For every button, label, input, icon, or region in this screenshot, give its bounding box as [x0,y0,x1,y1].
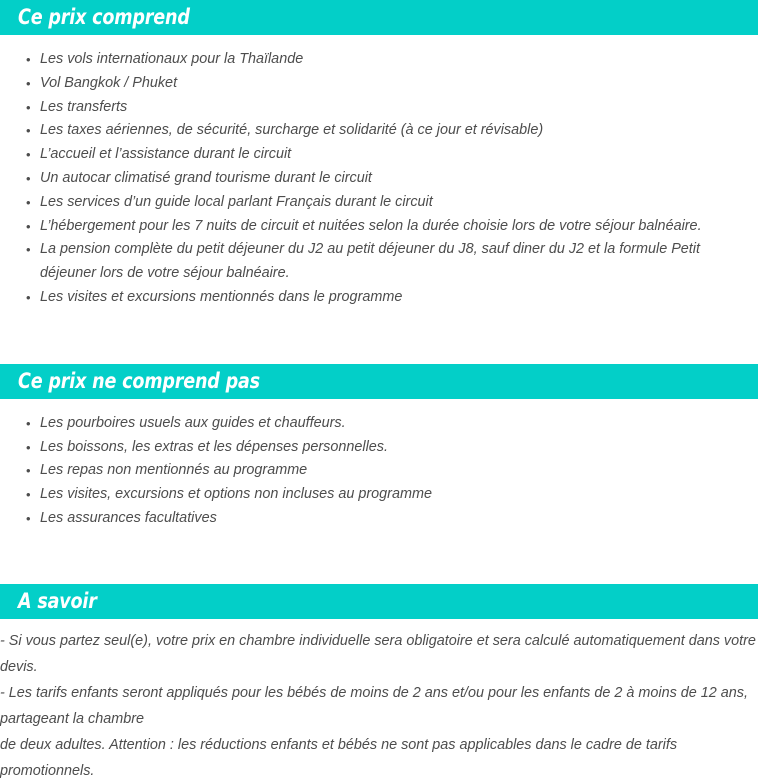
notes-block [0,619,758,784]
list-item: • Les assurances facultatives [0,507,758,531]
note-paragraph: de deux adultes. Attention : les réductions enfants et bébés ne sont pas applicables dans le cadre de tarifs promotionnels. [0,736,678,779]
note-paragraph: - Les tarifs enfants seront appliqués pour les bébés de moins de 2 ans et/ou pour les enfants de 2 à moins de 12 ans, partageant la chambre [0,684,748,727]
section-header-notes [0,584,758,619]
section-title-notes: A savoir [18,588,97,613]
section-title-included: Ce prix comprend [18,5,190,29]
list-item: • Les visites, excursions et options non incluses au programme [0,483,758,507]
included-list [0,48,758,310]
list-item: • Les pourboires usuels aux guides et chauffeurs. [0,412,758,436]
list-item: • L’hébergement pour les 7 nuits de circuit et nuitées selon la durée choisie lors de votre séjour balnéaire. [0,215,758,239]
list-item: • Les services d’un guide local parlant Français durant le circuit [0,191,758,215]
section-spacer [0,531,758,584]
list-item: • La pension complète du petit déjeuner du J2 au petit déjeuner du J8, sauf diner du J2 et la formule Petit déjeuner lors de votre séjour balnéaire. [0,238,758,286]
list-item: • Les transferts [0,96,758,120]
list-item: • Vol Bangkok / Phuket [0,72,758,96]
section-header-included [0,0,758,35]
section-header-excluded [0,364,758,399]
excluded-list [0,412,758,531]
list-item: • Les taxes aériennes, de sécurité, surcharge et solidarité (à ce jour et révisable) [0,119,758,143]
note-paragraph: - Si vous partez seul(e), votre prix en chambre individuelle sera obligatoire et sera calculé automatiquement dans votre devis. [0,632,756,675]
list-item: • Les repas non mentionnés au programme [0,459,758,483]
list-item: • L’accueil et l’assistance durant le circuit [0,143,758,167]
section-spacer [0,310,758,364]
excluded-list-block [0,399,758,531]
list-item: • Les visites et excursions mentionnés dans le programme [0,286,758,310]
list-item: • Un autocar climatisé grand tourisme durant le circuit [0,167,758,191]
list-item: • Les vols internationaux pour la Thaïlande [0,48,758,72]
included-list-block [0,35,758,310]
section-title-excluded: Ce prix ne comprend pas [18,368,260,393]
list-item: • Les boissons, les extras et les dépenses personnelles. [0,436,758,460]
